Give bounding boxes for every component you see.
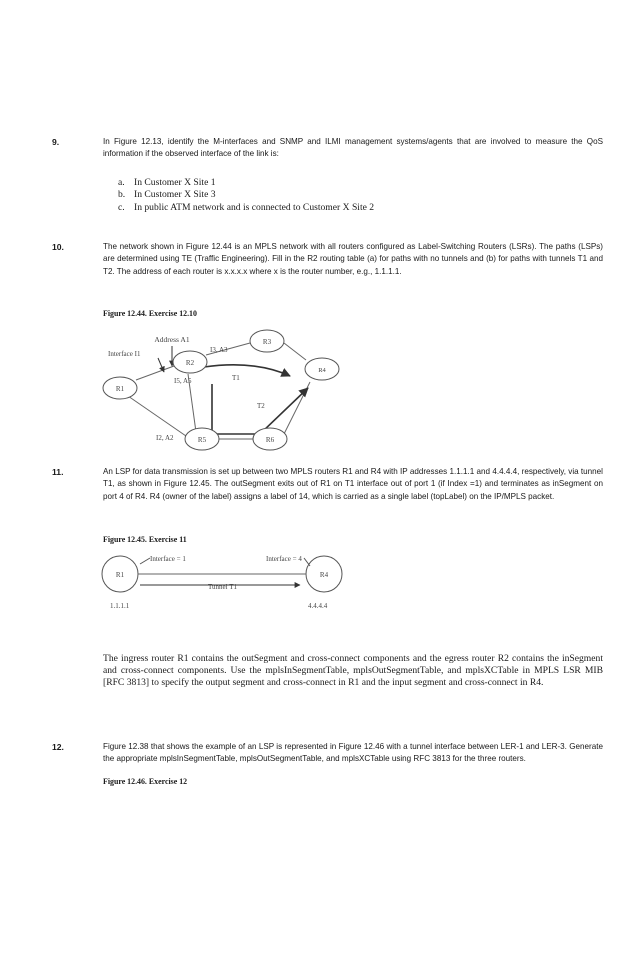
exercise-9-list — [118, 177, 374, 214]
edge-r1-r2 — [136, 366, 174, 380]
interface-1-tick — [140, 558, 150, 564]
edge-label: I2, A2 — [156, 434, 174, 442]
figure-12-44-diagram — [100, 322, 360, 452]
interface-label: Interface I1 — [108, 350, 141, 358]
exercise-12-number: 12. — [52, 742, 64, 752]
node-label: R1 — [115, 571, 125, 579]
node-label: R4 — [318, 367, 326, 374]
exercise-11-followup: The ingress router R1 contains the outSegment and cross-connect components and the egress router R2 contains the inSegment and cross-connect components. Use the mplsInSegmentTable, mplsOutSegmentTable, and mplsXCTable in MPLS LSR MIB [RFC 3813] to specify the output segment and cross-connect in R1 and the input segment and cross-connect in R4. — [103, 653, 603, 689]
list-item: a. In Customer X Site 1 — [118, 177, 216, 188]
tunnel-t1-label: T1 — [232, 374, 240, 382]
exercise-10-number: 10. — [52, 242, 64, 252]
tunnel-label: Tunnel T1 — [208, 583, 237, 591]
figure-12-46-caption: Figure 12.46. Exercise 12 — [103, 777, 188, 786]
interface-4-tick — [304, 558, 310, 566]
interface-4-label: Interface = 4 — [266, 555, 302, 563]
interface-1-label: Interface = 1 — [150, 555, 186, 563]
exercise-10-text: The network shown in Figure 12.44 is an MPLS network with all routers configured as Label-Switching Routers (LSRs). The paths (LSPs) are determined using TE (Traffic Engineering). Fill in the R2 routing table (a) for paths with no tunnels and (b) for paths with tunnels T1 and T2. The address of each router is x.x.x.x where x is the router number, e.g., 1.1.1.1. — [103, 242, 603, 276]
figure-12-45-diagram — [100, 552, 360, 614]
list-item: c. In public ATM network and is connected to Customer X Site 2 — [118, 201, 375, 213]
tunnel-t2-label: T2 — [257, 402, 265, 410]
node-label: R1 — [115, 385, 125, 393]
edge-label: I5, A5 — [174, 377, 192, 385]
node-label: R5 — [197, 436, 207, 444]
interface-arrow — [158, 358, 164, 372]
node-label: R4 — [319, 571, 329, 579]
node-label: R6 — [265, 436, 275, 444]
exercise-9-text: In Figure 12.13, identify the M-interfaces and SNMP and ILMI management systems/agents that are involved to measure the QoS information if the observed interface of the link is: — [103, 137, 603, 159]
exercise-12-text: Figure 12.38 that shows the example of an LSP is represented in Figure 12.46 with a tunnel interface between LER-1 and LER-3. Generate the appropriate mplsInSegmentTable, mplsOutSegmentTable, and mplsXCTable using RFC 3813 for the three routers. — [103, 742, 603, 764]
exercise-9-number: 9. — [52, 137, 60, 147]
exercise-11-number: 11. — [52, 467, 64, 477]
node-label: R2 — [185, 359, 195, 367]
list-item: b. In Customer X Site 3 — [118, 189, 216, 201]
exercise-11-text: An LSP for data transmission is set up between two MPLS routers R1 and R4 with IP addresses 1.1.1.1 and 4.4.4.4, respectively, via tunnel T1, as shown in Figure 12.45. The outSegment exits out of R1 on T1 interface out of port 1 (if Index =1) and terminates as inSegment on port 4 of R4. R4 (owner of the label) assigns a label of 14, which is carried as a single label (topLabel) on the IP/MPLS packet. — [103, 467, 603, 501]
address-label: Address A1 — [154, 335, 190, 344]
edge-r3-r4 — [284, 343, 306, 360]
r4-address: 4.4.4.4 — [308, 602, 328, 610]
figure-12-45-caption: Figure 12.45. Exercise 11 — [103, 535, 187, 544]
figure-12-44-caption: Figure 12.44. Exercise 12.10 — [103, 309, 197, 318]
edge-label: I3, A3 — [210, 346, 228, 354]
edge-r1-r5 — [128, 396, 186, 436]
tunnel-t1-arrow — [204, 365, 290, 376]
node-label: R3 — [262, 338, 272, 346]
r1-address: 1.1.1.1 — [110, 602, 130, 610]
